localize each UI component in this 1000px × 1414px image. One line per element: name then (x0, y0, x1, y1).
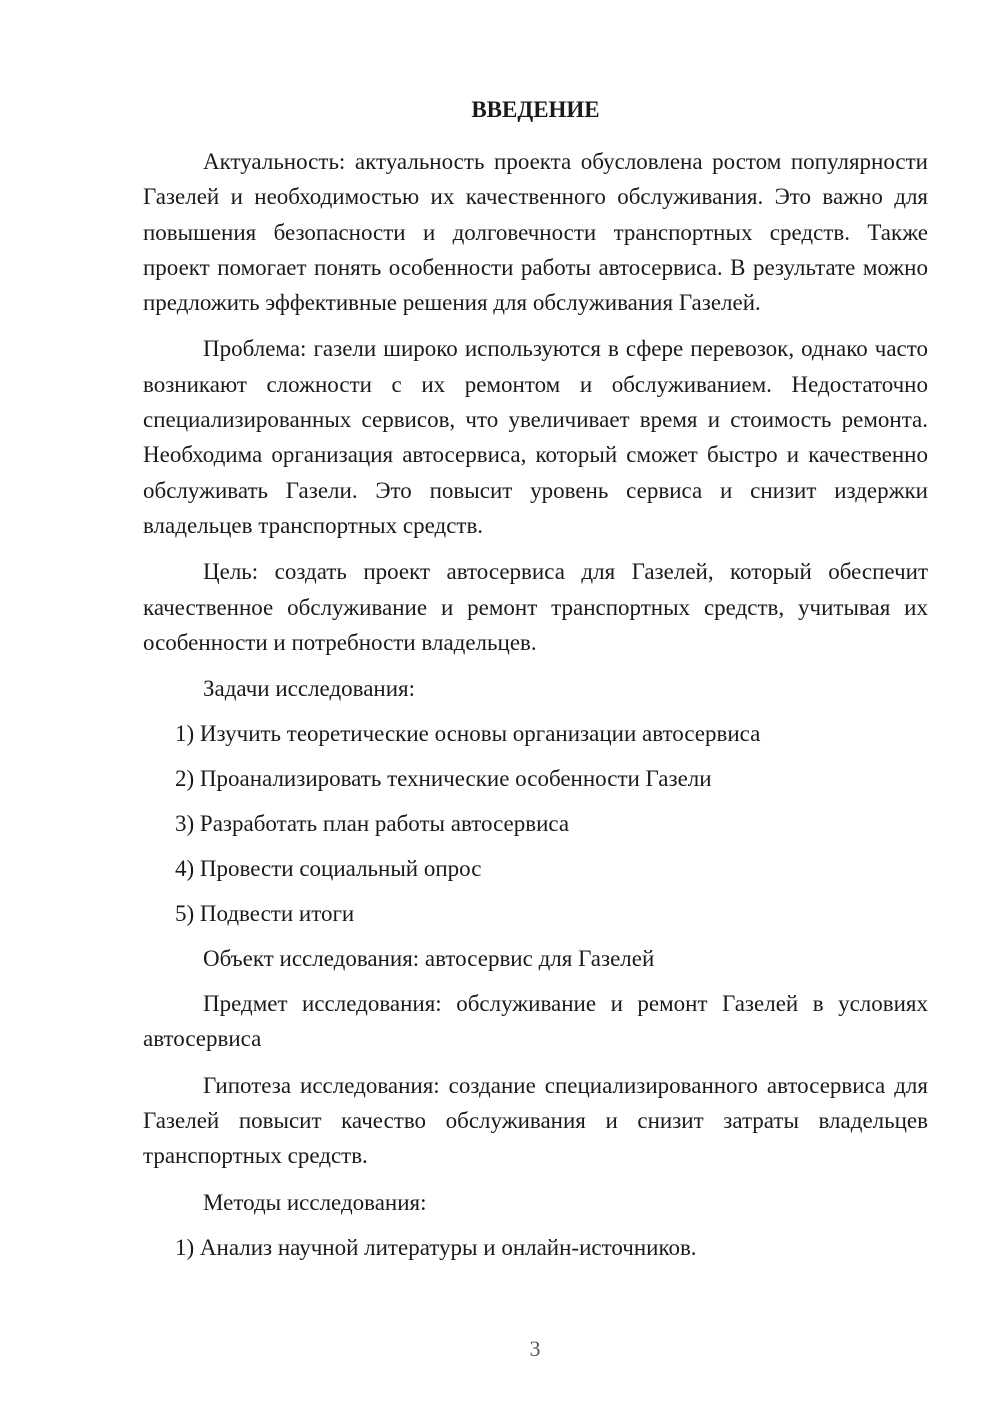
document-page (143, 95, 928, 1275)
method-item: 1) Анализ научной литературы и онлайн-источников. (175, 1234, 697, 1260)
task-item: 5) Подвести итоги (175, 901, 355, 927)
task-item: 3) Разработать план работы автосервиса (175, 811, 570, 837)
hypothesis-paragraph: Гипотеза исследования: создание специализированного автосервиса для Газелей повысит качество обслуживания и снизит затраты владельцев транспортных средств. (143, 1072, 928, 1169)
task-item: 2) Проанализировать технические особенности Газели (175, 766, 712, 792)
methods-heading: Методы исследования: (203, 1189, 427, 1215)
relevance-paragraph: Актуальность: актуальность проекта обусловлена ростом популярности Газелей и необходимостью их качественного обслуживания. Это важно для повышения безопасности и долговечности транспортных средств. Также проект помогает понять особенности работы автосервиса. В результате можно предложить эффективные решения для обслуживания Газелей. (143, 149, 928, 316)
problem-paragraph: Проблема: газели широко используются в сфере перевозок, однако часто возникают сложности с их ремонтом и обслуживанием. Недостаточно специализированных сервисов, что увеличивает время и стоимость ремонта. Необходима организация автосервиса, который сможет быстро и качественно обслуживать Газели. Это повысит уровень сервиса и снизит издержки владельцев транспортных средств. (143, 336, 928, 538)
subject-paragraph: Предмет исследования: обслуживание и ремонт Газелей в условиях автосервиса (143, 991, 928, 1052)
page-number: 3 (529, 1336, 541, 1361)
object-line: Объект исследования: автосервис для Газелей (203, 946, 655, 972)
task-item: 4) Провести социальный опрос (175, 856, 482, 882)
tasks-heading: Задачи исследования: (203, 676, 416, 702)
section-heading: ВВЕДЕНИЕ (471, 97, 600, 122)
goal-paragraph: Цель: создать проект автосервиса для Газелей, который обеспечит качественное обслуживание и ремонт транспортных средств, учитывая их особенности и потребности владельцев. (143, 559, 928, 655)
task-item: 1) Изучить теоретические основы организации автосервиса (175, 721, 761, 747)
